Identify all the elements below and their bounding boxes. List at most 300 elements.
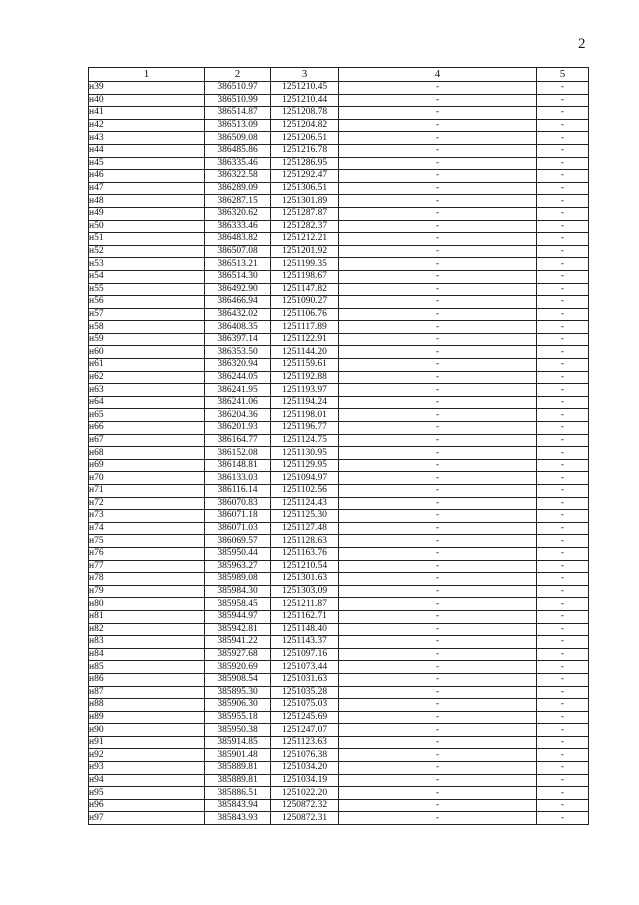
point-id-cell: н45 bbox=[89, 157, 205, 170]
column-5-cell: - bbox=[537, 560, 589, 573]
x-coordinate-cell: 386514.30 bbox=[205, 270, 271, 283]
column-4-cell: - bbox=[339, 144, 537, 157]
column-5-cell: - bbox=[537, 573, 589, 586]
y-coordinate-cell: 1250872.32 bbox=[271, 799, 339, 812]
y-coordinate-cell: 1251216.78 bbox=[271, 144, 339, 157]
column-5-cell: - bbox=[537, 258, 589, 271]
column-4-cell: - bbox=[339, 661, 537, 674]
point-id-cell: н73 bbox=[89, 510, 205, 523]
column-4-cell: - bbox=[339, 497, 537, 510]
table-row bbox=[89, 623, 589, 636]
column-5-cell: - bbox=[537, 245, 589, 258]
column-4-cell: - bbox=[339, 510, 537, 523]
table-row bbox=[89, 812, 589, 825]
table-row bbox=[89, 434, 589, 447]
point-id-cell: н61 bbox=[89, 359, 205, 372]
x-coordinate-cell: 386241.95 bbox=[205, 384, 271, 397]
x-coordinate-cell: 385895.30 bbox=[205, 686, 271, 699]
table-row bbox=[89, 207, 589, 220]
point-id-cell: н68 bbox=[89, 447, 205, 460]
page-number: 2 bbox=[578, 36, 586, 52]
x-coordinate-cell: 386485.86 bbox=[205, 144, 271, 157]
column-5-cell: - bbox=[537, 220, 589, 233]
table-row bbox=[89, 422, 589, 435]
table-row bbox=[89, 560, 589, 573]
column-5-cell: - bbox=[537, 661, 589, 674]
column-4-cell: - bbox=[339, 724, 537, 737]
point-id-cell: н74 bbox=[89, 522, 205, 535]
point-id-cell: н42 bbox=[89, 119, 205, 132]
point-id-cell: н77 bbox=[89, 560, 205, 573]
y-coordinate-cell: 1251159.61 bbox=[271, 359, 339, 372]
point-id-cell: н40 bbox=[89, 94, 205, 107]
column-5-cell: - bbox=[537, 762, 589, 775]
point-id-cell: н96 bbox=[89, 799, 205, 812]
x-coordinate-cell: 386513.09 bbox=[205, 119, 271, 132]
point-id-cell: н88 bbox=[89, 699, 205, 712]
column-4-cell: - bbox=[339, 686, 537, 699]
table-row bbox=[89, 144, 589, 157]
x-coordinate-cell: 386514.87 bbox=[205, 107, 271, 120]
column-4-cell: - bbox=[339, 270, 537, 283]
x-coordinate-cell: 386152.08 bbox=[205, 447, 271, 460]
point-id-cell: н55 bbox=[89, 283, 205, 296]
column-5-cell: - bbox=[537, 132, 589, 145]
table-row bbox=[89, 459, 589, 472]
column-4-cell: - bbox=[339, 636, 537, 649]
column-5-cell: - bbox=[537, 182, 589, 195]
column-4-cell: - bbox=[339, 107, 537, 120]
column-4-cell: - bbox=[339, 371, 537, 384]
y-coordinate-cell: 1251204.82 bbox=[271, 119, 339, 132]
point-id-cell: н59 bbox=[89, 333, 205, 346]
point-id-cell: н52 bbox=[89, 245, 205, 258]
column-5-cell: - bbox=[537, 283, 589, 296]
x-coordinate-cell: 386509.08 bbox=[205, 132, 271, 145]
column-5-cell: - bbox=[537, 296, 589, 309]
y-coordinate-cell: 1251292.47 bbox=[271, 170, 339, 183]
column-5-cell: - bbox=[537, 359, 589, 372]
column-4-cell: - bbox=[339, 258, 537, 271]
column-4-cell: - bbox=[339, 447, 537, 460]
x-coordinate-cell: 385955.18 bbox=[205, 711, 271, 724]
column-5-cell: - bbox=[537, 333, 589, 346]
column-5-cell: - bbox=[537, 144, 589, 157]
y-coordinate-cell: 1251303.09 bbox=[271, 585, 339, 598]
point-id-cell: н41 bbox=[89, 107, 205, 120]
column-5-cell: - bbox=[537, 346, 589, 359]
x-coordinate-cell: 386492.90 bbox=[205, 283, 271, 296]
x-coordinate-cell: 386335.46 bbox=[205, 157, 271, 170]
column-5-cell: - bbox=[537, 547, 589, 560]
point-id-cell: н53 bbox=[89, 258, 205, 271]
y-coordinate-cell: 1251287.87 bbox=[271, 207, 339, 220]
y-coordinate-cell: 1251144.20 bbox=[271, 346, 339, 359]
point-id-cell: н57 bbox=[89, 308, 205, 321]
column-5-cell: - bbox=[537, 409, 589, 422]
y-coordinate-cell: 1251122.91 bbox=[271, 333, 339, 346]
table-row bbox=[89, 233, 589, 246]
table-row bbox=[89, 648, 589, 661]
column-4-cell: - bbox=[339, 346, 537, 359]
column-4-cell: - bbox=[339, 82, 537, 95]
column-4-cell: - bbox=[339, 573, 537, 586]
column-5-cell: - bbox=[537, 371, 589, 384]
point-id-cell: н47 bbox=[89, 182, 205, 195]
column-4-cell: - bbox=[339, 245, 537, 258]
y-coordinate-cell: 1251073.44 bbox=[271, 661, 339, 674]
column-4-cell: - bbox=[339, 472, 537, 485]
table-row bbox=[89, 258, 589, 271]
column-4-cell: - bbox=[339, 673, 537, 686]
point-id-cell: н94 bbox=[89, 774, 205, 787]
point-id-cell: н43 bbox=[89, 132, 205, 145]
x-coordinate-cell: 385908.54 bbox=[205, 673, 271, 686]
column-4-cell: - bbox=[339, 396, 537, 409]
x-coordinate-cell: 386320.94 bbox=[205, 359, 271, 372]
point-id-cell: н76 bbox=[89, 547, 205, 560]
point-id-cell: н79 bbox=[89, 585, 205, 598]
table-row bbox=[89, 384, 589, 397]
column-4-cell: - bbox=[339, 749, 537, 762]
y-coordinate-cell: 1251102.56 bbox=[271, 485, 339, 498]
point-id-cell: н72 bbox=[89, 497, 205, 510]
point-id-cell: н97 bbox=[89, 812, 205, 825]
table-row bbox=[89, 119, 589, 132]
x-coordinate-cell: 385901.48 bbox=[205, 749, 271, 762]
x-coordinate-cell: 385944.97 bbox=[205, 610, 271, 623]
y-coordinate-cell: 1251306.51 bbox=[271, 182, 339, 195]
point-id-cell: н65 bbox=[89, 409, 205, 422]
column-5-cell: - bbox=[537, 497, 589, 510]
y-coordinate-cell: 1251208.78 bbox=[271, 107, 339, 120]
column-5-cell: - bbox=[537, 598, 589, 611]
table-row bbox=[89, 547, 589, 560]
x-coordinate-cell: 386432.02 bbox=[205, 308, 271, 321]
column-4-cell: - bbox=[339, 711, 537, 724]
column-5-cell: - bbox=[537, 233, 589, 246]
column-5-cell: - bbox=[537, 207, 589, 220]
table-row bbox=[89, 82, 589, 95]
table-row bbox=[89, 182, 589, 195]
x-coordinate-cell: 386466.94 bbox=[205, 296, 271, 309]
x-coordinate-cell: 386071.03 bbox=[205, 522, 271, 535]
y-coordinate-cell: 1251245.69 bbox=[271, 711, 339, 724]
column-5-cell: - bbox=[537, 686, 589, 699]
y-coordinate-cell: 1251206.51 bbox=[271, 132, 339, 145]
y-coordinate-cell: 1251034.19 bbox=[271, 774, 339, 787]
point-id-cell: н66 bbox=[89, 422, 205, 435]
column-5-cell: - bbox=[537, 673, 589, 686]
table-header bbox=[89, 68, 589, 82]
column-5-cell: - bbox=[537, 510, 589, 523]
table-row bbox=[89, 724, 589, 737]
table-row bbox=[89, 346, 589, 359]
table-row bbox=[89, 598, 589, 611]
column-4-cell: - bbox=[339, 119, 537, 132]
y-coordinate-cell: 1251147.82 bbox=[271, 283, 339, 296]
column-4-cell: - bbox=[339, 308, 537, 321]
column-5-cell: - bbox=[537, 736, 589, 749]
x-coordinate-cell: 386287.15 bbox=[205, 195, 271, 208]
column-4-cell: - bbox=[339, 522, 537, 535]
column-5-cell: - bbox=[537, 308, 589, 321]
column-4-cell: - bbox=[339, 157, 537, 170]
y-coordinate-cell: 1251193.97 bbox=[271, 384, 339, 397]
x-coordinate-cell: 385843.94 bbox=[205, 799, 271, 812]
y-coordinate-cell: 1251125.30 bbox=[271, 510, 339, 523]
table-row bbox=[89, 699, 589, 712]
table-row bbox=[89, 799, 589, 812]
table-body bbox=[89, 82, 589, 825]
x-coordinate-cell: 385927.68 bbox=[205, 648, 271, 661]
y-coordinate-cell: 1251034.20 bbox=[271, 762, 339, 775]
header-col-2: 2 bbox=[205, 68, 271, 82]
column-4-cell: - bbox=[339, 422, 537, 435]
column-4-cell: - bbox=[339, 648, 537, 661]
column-5-cell: - bbox=[537, 749, 589, 762]
x-coordinate-cell: 386116.14 bbox=[205, 485, 271, 498]
point-id-cell: н93 bbox=[89, 762, 205, 775]
column-5-cell: - bbox=[537, 157, 589, 170]
column-5-cell: - bbox=[537, 585, 589, 598]
table-row bbox=[89, 107, 589, 120]
y-coordinate-cell: 1251124.43 bbox=[271, 497, 339, 510]
point-id-cell: н64 bbox=[89, 396, 205, 409]
x-coordinate-cell: 385889.81 bbox=[205, 774, 271, 787]
column-4-cell: - bbox=[339, 409, 537, 422]
header-col-3: 3 bbox=[271, 68, 339, 82]
x-coordinate-cell: 386320.62 bbox=[205, 207, 271, 220]
y-coordinate-cell: 1251123.63 bbox=[271, 736, 339, 749]
column-4-cell: - bbox=[339, 485, 537, 498]
column-4-cell: - bbox=[339, 182, 537, 195]
table-row bbox=[89, 711, 589, 724]
column-4-cell: - bbox=[339, 434, 537, 447]
column-4-cell: - bbox=[339, 560, 537, 573]
y-coordinate-cell: 1251129.95 bbox=[271, 459, 339, 472]
table-row bbox=[89, 510, 589, 523]
column-5-cell: - bbox=[537, 321, 589, 334]
column-4-cell: - bbox=[339, 812, 537, 825]
y-coordinate-cell: 1251076.38 bbox=[271, 749, 339, 762]
table-row bbox=[89, 321, 589, 334]
table-row bbox=[89, 170, 589, 183]
point-id-cell: н84 bbox=[89, 648, 205, 661]
x-coordinate-cell: 386201.93 bbox=[205, 422, 271, 435]
y-coordinate-cell: 1251301.63 bbox=[271, 573, 339, 586]
y-coordinate-cell: 1251194.24 bbox=[271, 396, 339, 409]
column-4-cell: - bbox=[339, 170, 537, 183]
table-row bbox=[89, 485, 589, 498]
table-row bbox=[89, 195, 589, 208]
table-row bbox=[89, 132, 589, 145]
table-row bbox=[89, 270, 589, 283]
column-4-cell: - bbox=[339, 233, 537, 246]
column-4-cell: - bbox=[339, 736, 537, 749]
y-coordinate-cell: 1251286.95 bbox=[271, 157, 339, 170]
column-4-cell: - bbox=[339, 799, 537, 812]
point-id-cell: н50 bbox=[89, 220, 205, 233]
point-id-cell: н69 bbox=[89, 459, 205, 472]
table-row bbox=[89, 447, 589, 460]
x-coordinate-cell: 385984.30 bbox=[205, 585, 271, 598]
y-coordinate-cell: 1251211.87 bbox=[271, 598, 339, 611]
y-coordinate-cell: 1251130.95 bbox=[271, 447, 339, 460]
point-id-cell: н83 bbox=[89, 636, 205, 649]
y-coordinate-cell: 1251198.67 bbox=[271, 270, 339, 283]
point-id-cell: н90 bbox=[89, 724, 205, 737]
point-id-cell: н39 bbox=[89, 82, 205, 95]
y-coordinate-cell: 1251282.37 bbox=[271, 220, 339, 233]
x-coordinate-cell: 385958.45 bbox=[205, 598, 271, 611]
point-id-cell: н78 bbox=[89, 573, 205, 586]
x-coordinate-cell: 386148.81 bbox=[205, 459, 271, 472]
table-row bbox=[89, 522, 589, 535]
column-5-cell: - bbox=[537, 636, 589, 649]
column-4-cell: - bbox=[339, 333, 537, 346]
y-coordinate-cell: 1251075.03 bbox=[271, 699, 339, 712]
table-row bbox=[89, 774, 589, 787]
column-4-cell: - bbox=[339, 220, 537, 233]
y-coordinate-cell: 1251196.77 bbox=[271, 422, 339, 435]
point-id-cell: н56 bbox=[89, 296, 205, 309]
column-5-cell: - bbox=[537, 119, 589, 132]
column-4-cell: - bbox=[339, 132, 537, 145]
table-row bbox=[89, 396, 589, 409]
y-coordinate-cell: 1251163.76 bbox=[271, 547, 339, 560]
table-row bbox=[89, 585, 589, 598]
point-id-cell: н49 bbox=[89, 207, 205, 220]
table-row bbox=[89, 749, 589, 762]
x-coordinate-cell: 386510.97 bbox=[205, 82, 271, 95]
column-4-cell: - bbox=[339, 94, 537, 107]
point-id-cell: н80 bbox=[89, 598, 205, 611]
x-coordinate-cell: 386397.14 bbox=[205, 333, 271, 346]
point-id-cell: н58 bbox=[89, 321, 205, 334]
point-id-cell: н46 bbox=[89, 170, 205, 183]
x-coordinate-cell: 386069.57 bbox=[205, 535, 271, 548]
column-5-cell: - bbox=[537, 610, 589, 623]
point-id-cell: н67 bbox=[89, 434, 205, 447]
x-coordinate-cell: 386507.08 bbox=[205, 245, 271, 258]
column-5-cell: - bbox=[537, 787, 589, 800]
table-row bbox=[89, 497, 589, 510]
column-4-cell: - bbox=[339, 296, 537, 309]
y-coordinate-cell: 1251148.40 bbox=[271, 623, 339, 636]
point-id-cell: н51 bbox=[89, 233, 205, 246]
column-5-cell: - bbox=[537, 648, 589, 661]
table-row bbox=[89, 359, 589, 372]
table-row bbox=[89, 636, 589, 649]
table-row bbox=[89, 157, 589, 170]
x-coordinate-cell: 386408.35 bbox=[205, 321, 271, 334]
column-4-cell: - bbox=[339, 459, 537, 472]
y-coordinate-cell: 1251247.07 bbox=[271, 724, 339, 737]
table-row bbox=[89, 535, 589, 548]
column-4-cell: - bbox=[339, 321, 537, 334]
table-row bbox=[89, 573, 589, 586]
x-coordinate-cell: 386353.50 bbox=[205, 346, 271, 359]
column-4-cell: - bbox=[339, 207, 537, 220]
table-row bbox=[89, 787, 589, 800]
x-coordinate-cell: 386204.36 bbox=[205, 409, 271, 422]
column-4-cell: - bbox=[339, 787, 537, 800]
x-coordinate-cell: 386513.21 bbox=[205, 258, 271, 271]
x-coordinate-cell: 385906.30 bbox=[205, 699, 271, 712]
point-id-cell: н82 bbox=[89, 623, 205, 636]
point-id-cell: н85 bbox=[89, 661, 205, 674]
table-row bbox=[89, 762, 589, 775]
x-coordinate-cell: 386133.03 bbox=[205, 472, 271, 485]
point-id-cell: н44 bbox=[89, 144, 205, 157]
y-coordinate-cell: 1251210.44 bbox=[271, 94, 339, 107]
column-5-cell: - bbox=[537, 711, 589, 724]
x-coordinate-cell: 386071.18 bbox=[205, 510, 271, 523]
column-5-cell: - bbox=[537, 94, 589, 107]
y-coordinate-cell: 1251031.63 bbox=[271, 673, 339, 686]
column-4-cell: - bbox=[339, 359, 537, 372]
point-id-cell: н87 bbox=[89, 686, 205, 699]
column-5-cell: - bbox=[537, 107, 589, 120]
column-5-cell: - bbox=[537, 472, 589, 485]
x-coordinate-cell: 386483.82 bbox=[205, 233, 271, 246]
column-4-cell: - bbox=[339, 535, 537, 548]
y-coordinate-cell: 1251198.01 bbox=[271, 409, 339, 422]
table-row bbox=[89, 296, 589, 309]
x-coordinate-cell: 385920.69 bbox=[205, 661, 271, 674]
column-5-cell: - bbox=[537, 447, 589, 460]
table-row bbox=[89, 333, 589, 346]
y-coordinate-cell: 1250872.31 bbox=[271, 812, 339, 825]
x-coordinate-cell: 386241.06 bbox=[205, 396, 271, 409]
y-coordinate-cell: 1251022.20 bbox=[271, 787, 339, 800]
table-row bbox=[89, 283, 589, 296]
column-4-cell: - bbox=[339, 623, 537, 636]
y-coordinate-cell: 1251124.75 bbox=[271, 434, 339, 447]
column-4-cell: - bbox=[339, 585, 537, 598]
x-coordinate-cell: 385889.81 bbox=[205, 762, 271, 775]
point-id-cell: н70 bbox=[89, 472, 205, 485]
column-4-cell: - bbox=[339, 699, 537, 712]
column-5-cell: - bbox=[537, 623, 589, 636]
point-id-cell: н54 bbox=[89, 270, 205, 283]
column-5-cell: - bbox=[537, 812, 589, 825]
column-5-cell: - bbox=[537, 774, 589, 787]
point-id-cell: н62 bbox=[89, 371, 205, 384]
y-coordinate-cell: 1251210.45 bbox=[271, 82, 339, 95]
x-coordinate-cell: 386164.77 bbox=[205, 434, 271, 447]
point-id-cell: н89 bbox=[89, 711, 205, 724]
y-coordinate-cell: 1251162.71 bbox=[271, 610, 339, 623]
column-5-cell: - bbox=[537, 522, 589, 535]
y-coordinate-cell: 1251199.35 bbox=[271, 258, 339, 271]
column-5-cell: - bbox=[537, 384, 589, 397]
table-row bbox=[89, 371, 589, 384]
header-col-1: 1 bbox=[89, 68, 205, 82]
column-4-cell: - bbox=[339, 384, 537, 397]
x-coordinate-cell: 385963.27 bbox=[205, 560, 271, 573]
x-coordinate-cell: 385989.08 bbox=[205, 573, 271, 586]
coordinates-table bbox=[88, 67, 589, 825]
header-col-5: 5 bbox=[537, 68, 589, 82]
table-row bbox=[89, 610, 589, 623]
table-row bbox=[89, 94, 589, 107]
y-coordinate-cell: 1251035.28 bbox=[271, 686, 339, 699]
column-5-cell: - bbox=[537, 270, 589, 283]
y-coordinate-cell: 1251143.37 bbox=[271, 636, 339, 649]
x-coordinate-cell: 385941.22 bbox=[205, 636, 271, 649]
